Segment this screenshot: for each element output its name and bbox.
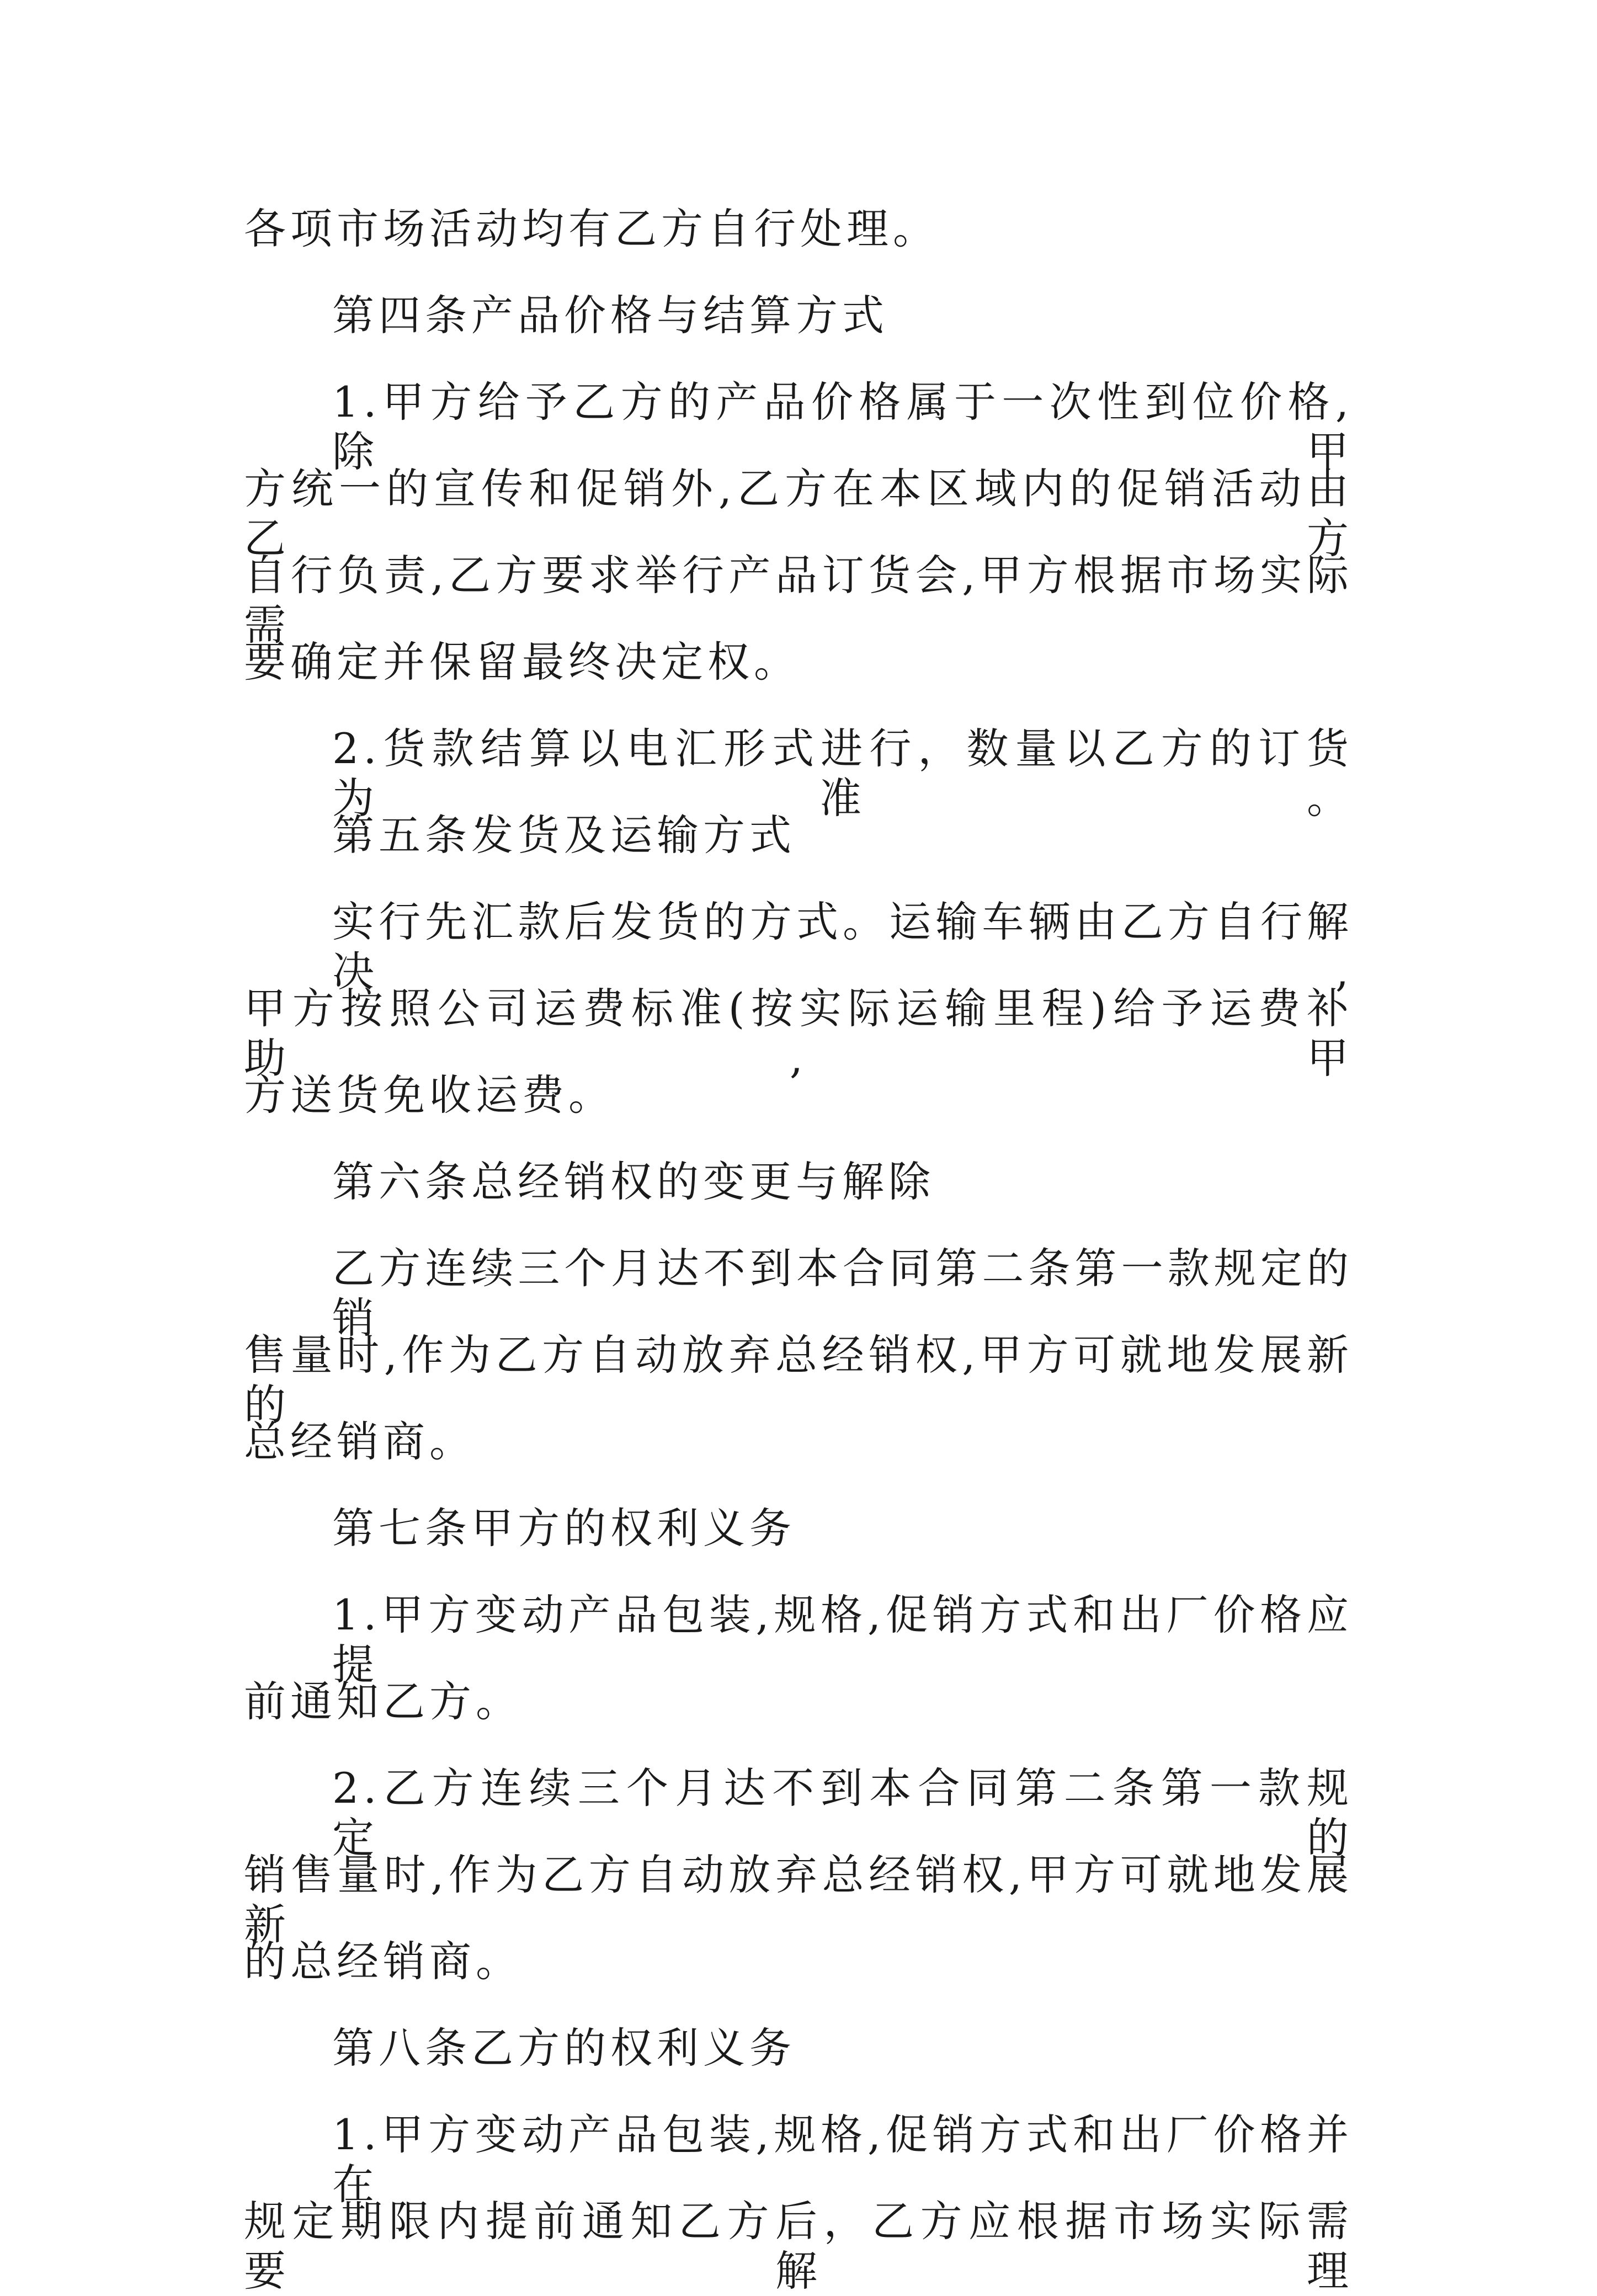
text-line: 2.货款结算以电汇形式进行，数量以乙方的订货为准。 [332,724,1353,823]
text-line: 总经销商。 [244,1417,476,1466]
text-line: 各项市场活动均有乙方自行处理。 [244,204,939,253]
text-line: 1.甲方给予乙方的产品价格属于一次性到位价格,除甲 [332,377,1353,476]
text-line: 实行先汇款后发货的方式。运输车辆由乙方自行解决, [332,897,1353,996]
text-line: 规定期限内提前通知乙方后，乙方应根据市场实际需要解理 [244,2197,1353,2295]
text-line: 1.甲方变动产品包装,规格,促销方式和出厂价格应提 [332,1590,1353,1689]
text-line: 要确定并保留最终决定权。 [244,637,800,686]
section-heading: 第五条发货及运输方式 [332,811,796,860]
text-line: 2.乙方连续三个月达不到本合同第二条第一款规定的 [332,1764,1353,1862]
text-line: 售量时,作为乙方自动放弃总经销权,甲方可就地发展新的 [244,1330,1353,1429]
text-line: 乙方连续三个月达不到本合同第二条第一款规定的销 [332,1244,1353,1343]
section-heading: 第六条总经销权的变更与解除 [332,1157,935,1206]
section-heading: 第八条乙方的权利义务 [332,2023,796,2073]
text-line: 前通知乙方。 [244,1677,522,1726]
text-line: 甲方按照公司运费标准(按实际运输里程)给予运费补助,甲 [244,984,1353,1083]
section-heading: 第四条产品价格与结算方式 [332,291,888,340]
text-line: 销售量时,作为乙方自动放弃总经销权,甲方可就地发展新 [244,1850,1353,1949]
text-line: 1.甲方变动产品包装,规格,促销方式和出厂价格并在 [332,2110,1353,2209]
text-line: 自行负责,乙方要求举行产品订货会,甲方根据市场实际需 [244,551,1353,649]
text-line: 方送货免收运费。 [244,1070,615,1120]
text-line: 的总经销商。 [244,1937,522,1986]
section-heading: 第七条甲方的权利义务 [332,1504,796,1553]
text-line: 方统一的宣传和促销外,乙方在本区域内的促销活动由乙方 [244,464,1353,563]
